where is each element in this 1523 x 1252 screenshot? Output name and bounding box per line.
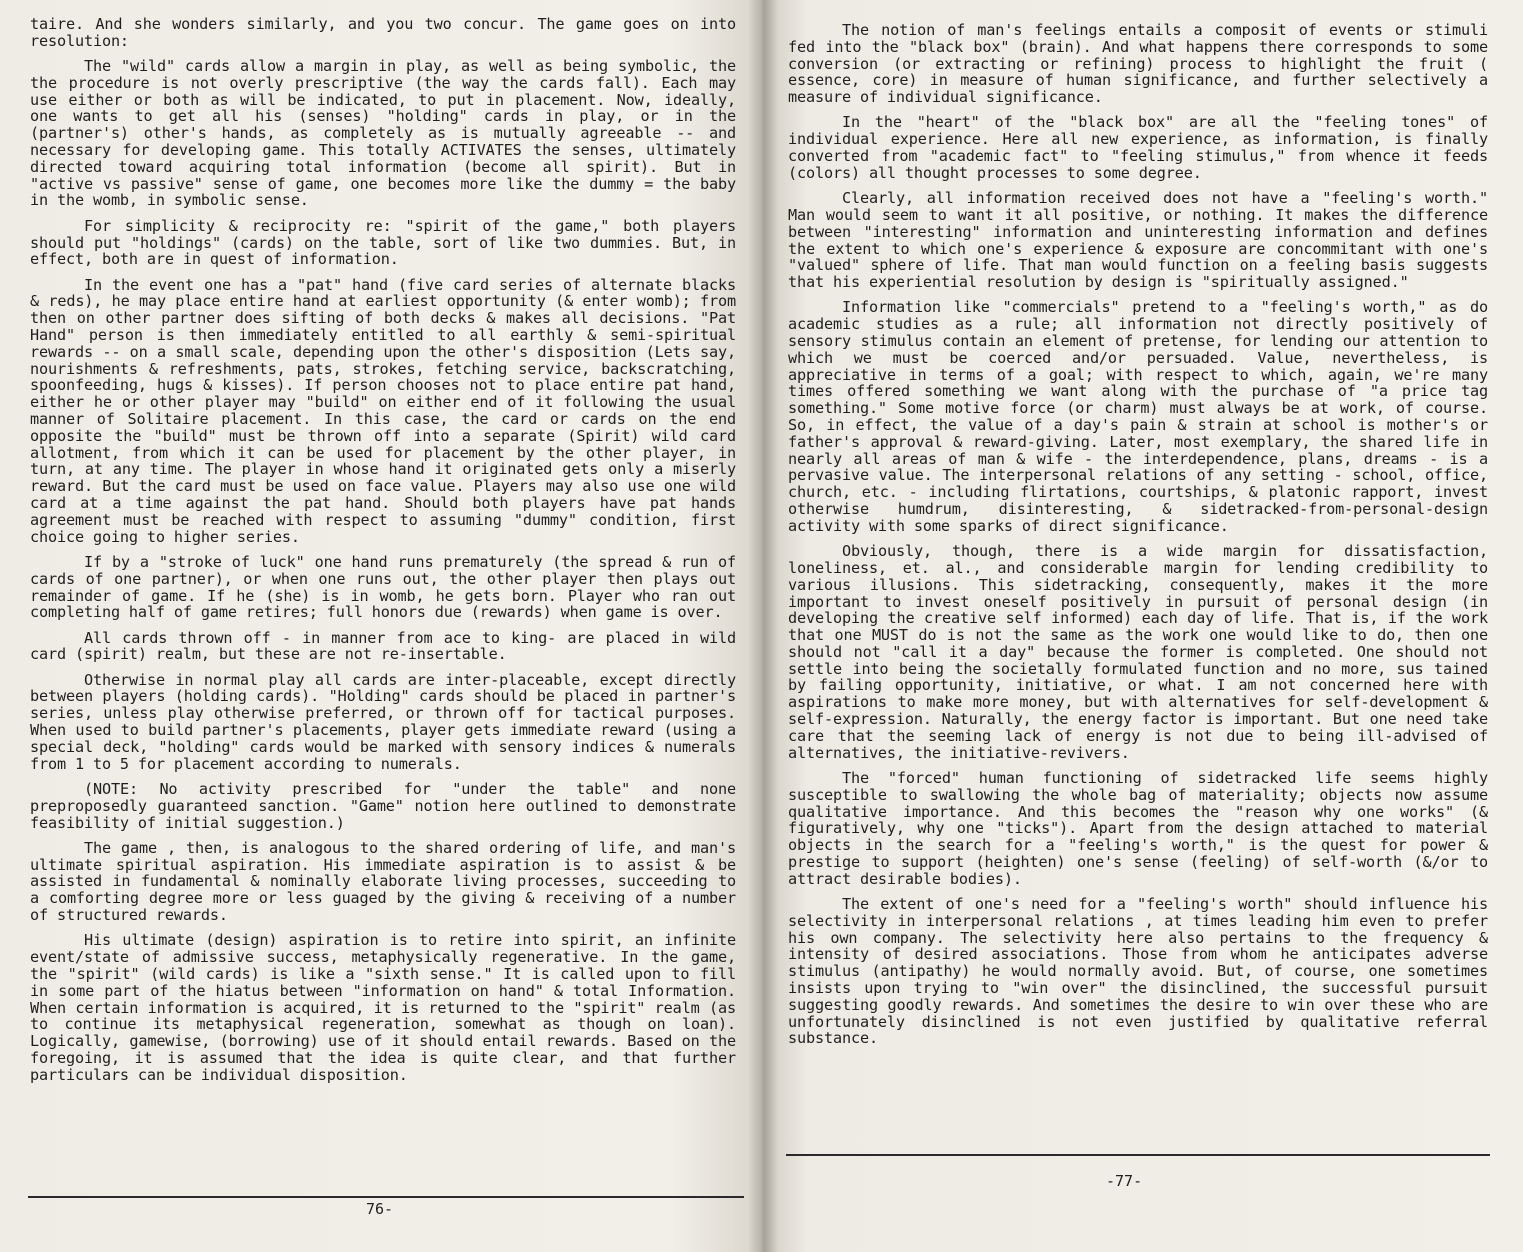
paragraph: For simplicity & reciprocity re: "spirit of the game," both players should put "holdings" (cards) on the table, sort of like two dummies. But, in effect, both are in quest of information. (30, 216, 736, 269)
paragraph: His ultimate (design) aspiration is to retire into spirit, an infinite event/state of admissive success, metaphysically regenerative. In the game, the "spirit" (wild cards) is like a "sixth sense." It is called upon to fill in some part of the hiatus between "information on hand" & total Information. When certain information is acquired, it is returned to the "spirit" realm (as to continue its metaphysical regeneration, somewhat as though on loan). Logically, gamewise, (borrowing) use of it should entail rewards. Based on the foregoing, it is assumed that the idea is quite clear, and that further particulars can be individual disposition. (30, 931, 736, 1084)
paragraph: If by a "stroke of luck" one hand runs prematurely (the spread & run of cards of one partner), or when one runs out, the other player then plays out remainder of game. If he (she) is in womb, he gets born. Player who ran out completing half of game retires; full honors due (rewards) when game is over. (30, 552, 736, 622)
paragraph: The notion of man's feelings entails a composit of events or stimuli fed into the "black box" (brain). And what happens there corresponds to some conversion (or extracting or refining) process to highlight the fruit ( essence, core) in measure of human significance, and further selectively a measure of individual significance. (788, 21, 1488, 107)
paragraph: The "forced" human functioning of sidetracked life seems highly susceptible to swallowing the whole bag of materiality; objects now assume qualitative importance. And this becomes the "reason why one works" (& figuratively, why one "ticks"). Apart from the design attached to material objects in the search for a "feeling's worth," is the quest for power & prestige to support (heighten) one's sense (feeling) of self-worth (&/or to attract desirable bodies). (788, 768, 1488, 888)
left-page-text (30, 16, 736, 1092)
footer-rule (786, 1154, 1490, 1156)
right-page (762, 0, 1523, 1252)
paragraph: Obviously, though, there is a wide margin for dissatisfaction, loneliness, et. al., and considerable margin for lending credibility to various illusions. This sidetracking, consequently, makes it the more important to invest oneself positively in pursuit of personal design (in developing the creative self informed) each day of life. That is, if the work that one MUST do is not the same as the work one would like to do, then one should not "call it a day" because the former is completed. One should not settle into being the societally formulated function and no more, sus tained by failing opportunity, initiative, or what. I am not concerned here with aspirations to make more money, but with alternatives for self-development & self-expression. Naturally, the energy factor is important. But one need take care that the seeming lack of energy is not due to being ill-advised of alternatives, the initiative-revivers. (788, 542, 1488, 762)
paragraph: Information like "commercials" pretend to a "feeling's worth," as do academic studies as a rule; all information not directly positively of sensory stimulus contain an element of pretense, for lending our attention to which we must be coerced and/or persuaded. Value, nevertheless, is appreciative in terms of a goal; with respect to which, again, we're many times offered something we want along with the purchase of "a price tag something." Some motive force (or charm) must always be at work, of course. So, in effect, the value of a day's pain & strain at school is mother's or father's approval & reward-giving. Later, most exemplary, the shared life in nearly all areas of man & wife - the interdependence, plans, dreams - is a pervasive value. The interpersonal relations of any setting - school, office, church, etc. - including flirtations, courtships, & platonic rapport, invest otherwise humdrum, disinteresting, & sidetracked-from-personal-design activity with some sparks of direct significance. (788, 298, 1488, 535)
book-gutter (748, 0, 778, 1252)
paragraph: (NOTE: No activity prescribed for "under the table" and none preproposedly guaranteed sanction. "Game" notion here outlined to demonstrate feasibility of initial suggestion.) (30, 779, 736, 832)
paragraph: The game , then, is analogous to the shared ordering of life, and man's ultimate spiritual aspiration. His immediate aspiration is to assist & be assisted in fundamental & nominally elaborate living processes, succeeding to a comforting degree more or less guaged by the giving & receiving of a number of structured rewards. (30, 838, 736, 925)
paragraph: The "wild" cards allow a margin in play, as well as being symbolic, the the procedure is not overly prescriptive (the way the cards fall). Each may use either or both as will be indicated, to put in placement. Now, ideally, one wants to get all his (senses) "holding" cards in play, or in the (partner's) other's hands, as completely as is mutually agreeable -- and necessary for developing game. This totally ACTIVATES the senses, ultimately directed toward acquiring total information (become all spirit). But in "active vs passive" sense of game, one becomes more like the dummy = the baby in the womb, in symbolic sense. (30, 57, 736, 210)
paragraph: All cards thrown off - in manner from ace to king- are placed in wild card (spirit) realm, but these are not re-insertable. (30, 628, 736, 664)
page-number: 76- (366, 1200, 394, 1218)
paragraph: The extent of one's need for a "feeling's worth" should influence his selectivity in interpersonal relations , at times leading him even to prefer his own company. The selectivity here also pertains to the frequency & intensity of desired associations. Those from whom he anticipates adverse stimulus (antipathy) he would normally avoid. But, of course, one sometimes insists upon trying to "win over" the disinclined, the successful pursuit suggesting goodly rewards. And sometimes the desire to win over these who are unfortunately disinclined is not even justified by qualitative referral substance. (788, 895, 1488, 1048)
paragraph: taire. And she wonders similarly, and you two concur. The game goes on into resolution: (30, 15, 736, 50)
footer-rule (28, 1196, 744, 1198)
paragraph: Otherwise in normal play all cards are inter-placeable, except directly between players (holding cards). "Holding" cards should be placed in partner's series, unless play otherwise preferred, or thrown off for tactical purposes. When used to build partner's placements, player gets immediate reward (using a special deck, "holding" cards would be marked with sensory indices & numerals from 1 to 5 for placement according to numerals. (30, 670, 736, 773)
paragraph: In the "heart" of the "black box" are all the "feeling tones" of individual experience. Here all new experience, as information, is finally converted from "academic fact" to "feeling stimulus," from whence it feeds (colors) all thought processes to some degree. (788, 113, 1488, 182)
page-number: -77- (1106, 1172, 1143, 1190)
paragraph: Clearly, all information received does not have a "feeling's worth." Man would seem to want it all positive, or nothing. It makes the difference between "interesting" information and uninteresting information and defines the extent to which one's experience & exposure are concommitant with one's "valued" sphere of life. That man would function on a feeling basis suggests that his experiential resolution by design is "spiritually assigned." (788, 189, 1488, 292)
paragraph: In the event one has a "pat" hand (five card series of alternate blacks & reds), he may place entire hand at earliest opportunity (& enter womb); from then on other partner does sifting of both decks & makes all decisions. "Pat Hand" person is then immediately entitled to all earthly & semi-spiritual rewards -- on a small scale, depending upon the other's disposition (Lets say, nourishments & refreshments, pats, strokes, fetching service, backscratching, spoonfeeding, hugs & kisses). If person chooses not to place entire pat hand, either he or other player may "build" on either end of it following the usual manner of Solitaire placement. In this case, the card or cards on the end opposite the "build" must be thrown off into a separate (Spirit) wild card allotment, from which it can be used for placement by the other player, in turn, at any time. The player in whose hand it originated gets only a miserly reward. But the card must be used on face value. Players may also use one wild card at a time against the pat hand. Should both players have pat hands agreement must be reached with respect to assuming "dummy" condition, first choice going to higher series. (30, 275, 736, 546)
right-page-text (788, 22, 1488, 1056)
